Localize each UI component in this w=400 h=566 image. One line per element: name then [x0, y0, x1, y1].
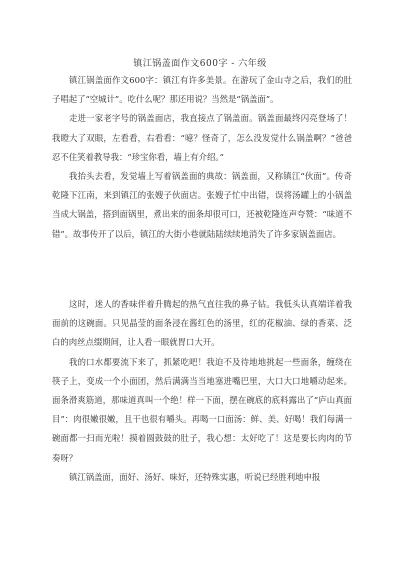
- paragraph: 镇江锅盖面作文600字：镇江有许多美景。在游玩了金山寺之后，我们的肚子唱起了“空城计”。吃什么呢？那还用说？当然是“锅盖面”。: [52, 75, 352, 105]
- paragraph: 走进一家老字号的锅盖面店，我直接点了锅盖面。锅盖面最终闪亮登场了！我瞪大了双眼，左看看，右看看：“噫？怪奇了，怎么没发觉什么锅盖啊？”爸爸忍不住笑着教导我：“珍宝你看，墙上有介绍。”: [52, 113, 352, 162]
- document-title: 镇江锅盖面作文600字 - 六年级: [133, 59, 267, 69]
- paragraph: 镇江锅盖面，面好、汤好、味好，还特殊实惠，听说已经胜利地申报: [69, 471, 321, 482]
- section-top: [52, 71, 352, 244]
- paragraph: 我的口水都要流下来了，抓紧吃吧！我迫不及待地地挑起一些面条，缠绕在筷子上，变成一个小面团，然后满满当当地塞进嘴巴里，大口大口地嚼动起来。面条滑爽筋道，那味道真叫一个绝！样一下面，摆在碗底的底料露出了“庐山真面目”：肉很嫩很嫩，且干也很有嚼头。再喝一口面汤：鲜、美、好喝！我们每满一碗面都一扫而光啦！摸着圆鼓鼓的肚子，我心想：太好吃了！这是要长肉肉的节奏呀？: [52, 356, 352, 463]
- paragraph: 这时，迷人的香味伴着升腾起的热气直往我的鼻子钻。我低头认真端详着我面前的这碗面。只见晶莹的面条浸在酱红色的汤里，红的花椒油、绿的香菜、泛白的肉丝点缀期间，让人看一眼就胃口大开。: [52, 299, 352, 348]
- section-bottom: [52, 295, 352, 487]
- paragraph: 我抬头去看，发觉墙上写着锅盖面的典故：锅盖面，又称镇江“伙面”。传奇乾隆下江南，来到镇江的张嫂子伙面店。张嫂子忙中出错，误将汤罐上的小锅盖当成大锅盖，搭到面锅里，煮出来的面条却很可口，还被乾隆连声夸赞：“味道不错”。故事传开了以后，镇江的大街小巷就陆陆续续地消失了许多家锅盖面店。: [52, 171, 352, 239]
